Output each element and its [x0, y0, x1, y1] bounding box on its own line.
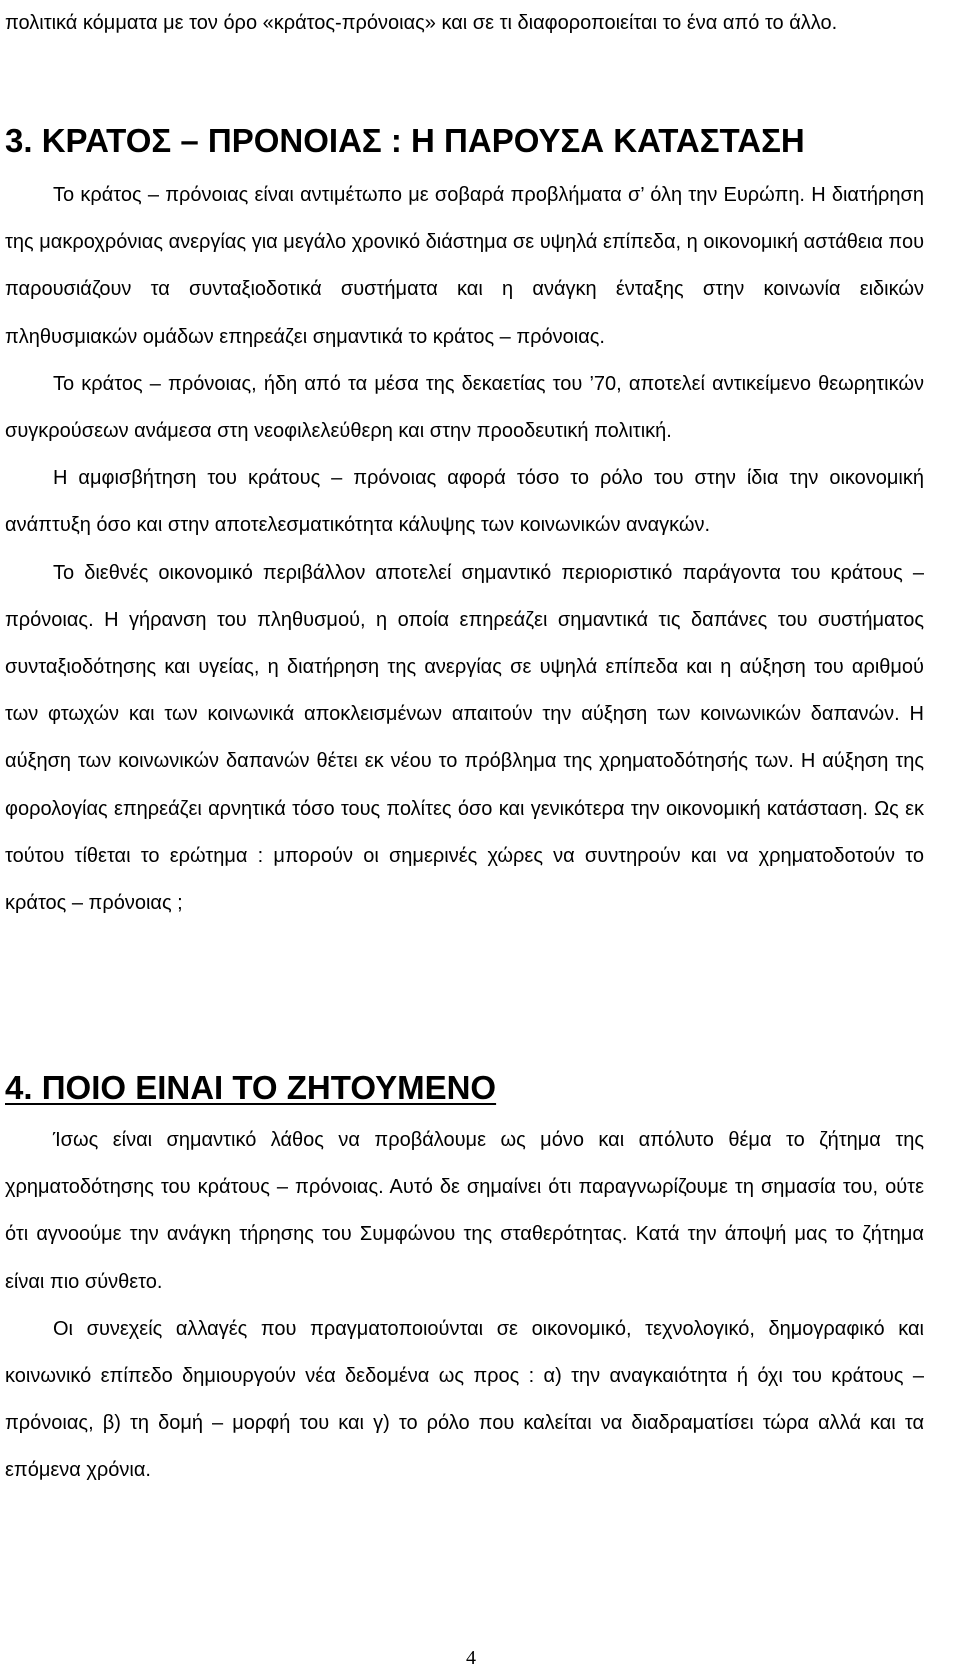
section-3-paragraph-2: Το κράτος – πρόνοιας, ήδη από τα μέσα της δεκαετίας του ’70, αποτελεί αντικείμενο θεωρητικών συγκρούσεων ανάμεσα στη νεοφιλελεύθερη και στην προοδευτική πολιτική. [5, 372, 924, 443]
page-number: 4 [466, 1647, 476, 1669]
section-3-paragraph-4: Το διεθνές οικονομικό περιβάλλον αποτελεί σημαντικό περιοριστικό παράγοντα του κράτους – πρόνοιας. Η γήρανση του πληθυσμού, η οποία επηρεάζει σημαντικά τις δαπάνες του συστήματος συνταξιοδότησης και υγείας, η διατήρηση της ανεργίας σε υψηλά επίπεδα και η αύξηση του αριθμού των φτωχών και των κοινωνικά αποκλεισμένων απαιτούν την αύξηση των κοινωνικών δαπανών. Η αύξηση των κοινωνικών δαπανών θέτει εκ νέου το πρόβλημα της χρηματοδότησής των. Η αύξηση της φορολογίας επηρεάζει αρνητικά τόσο τους πολίτες όσο και γενικότερα την οικονομική κατάσταση. Ως εκ τούτου τίθεται το ερώτημα : μπορούν οι σημερινές χώρες να συντηρούν και να χρηματοδοτούν το κράτος – πρόνοιας ; [5, 561, 924, 915]
section-4-body [5, 1117, 924, 1495]
section-4-paragraph-2: Οι συνεχείς αλλαγές που πραγματοποιούνται σε οικονομικό, τεχνολογικό, δημογραφικό και κοινωνικό επίπεδο δημιουργούν νέα δεδομένα ως προς : α) την αναγκαιότητα ή όχι του κράτους – πρόνοιας, β) τη δομή – μορφή του και γ) το ρόλο που καλείται να διαδραματίσει τώρα αλλά και τα επόμενα χρόνια. [5, 1317, 924, 1482]
section-4-paragraph-1: Ίσως είναι σημαντικό λάθος να προβάλουμε ως μόνο και απόλυτο θέμα το ζήτημα της χρηματοδότησης του κράτους – πρόνοιας. Αυτό δε σημαίνει ότι παραγνωρίζουμε τη σημασία του, ούτε ότι αγνοούμε την ανάγκη τήρησης του Συμφώνου της σταθερότητας. Κατά την άποψή μας το ζήτημα είναι πιο σύνθετο. [5, 1129, 924, 1293]
section-3-paragraph-1: Το κράτος – πρόνοιας είναι αντιμέτωπο με σοβαρά προβλήματα σ’ όλη την Ευρώπη. Η διατήρηση της μακροχρόνιας ανεργίας για μεγάλο χρονικό διάστημα σε υψηλά επίπεδα, η οικονομική αστάθεια που παρουσιάζουν τα συνταξιοδοτικά συστήματα και η ανάγκη ένταξης στην κοινωνία ειδικών πληθυσμιακών ομάδων επηρεάζει σημαντικά το κράτος – πρόνοιας. [5, 184, 924, 348]
section-3-body [5, 172, 924, 927]
section-heading-4 [5, 1068, 496, 1108]
section-heading-3: 3. ΚΡΑΤΟΣ – ΠΡΟΝΟΙΑΣ : Η ΠΑΡΟΥΣΑ ΚΑΤΑΣΤΑΣΗ [5, 122, 805, 159]
continuation-paragraph: πολιτικά κόμματα με τον όρο «κράτος-πρόνοιας» και σε τι διαφοροποιείται το ένα από το άλλο. [5, 12, 838, 34]
section-3-paragraph-3: Η αμφισβήτηση του κράτους – πρόνοιας αφορά τόσο το ρόλο του στην ίδια την οικονομική ανάπτυξη όσο και στην αποτελεσματικότητα κάλυψης των κοινωνικών αναγκών. [5, 467, 924, 537]
section-heading-4-text: 4. ΠΟΙΟ ΕΙΝΑΙ ΤΟ ΖΗΤΟΥΜΕΝΟ [5, 1069, 497, 1106]
